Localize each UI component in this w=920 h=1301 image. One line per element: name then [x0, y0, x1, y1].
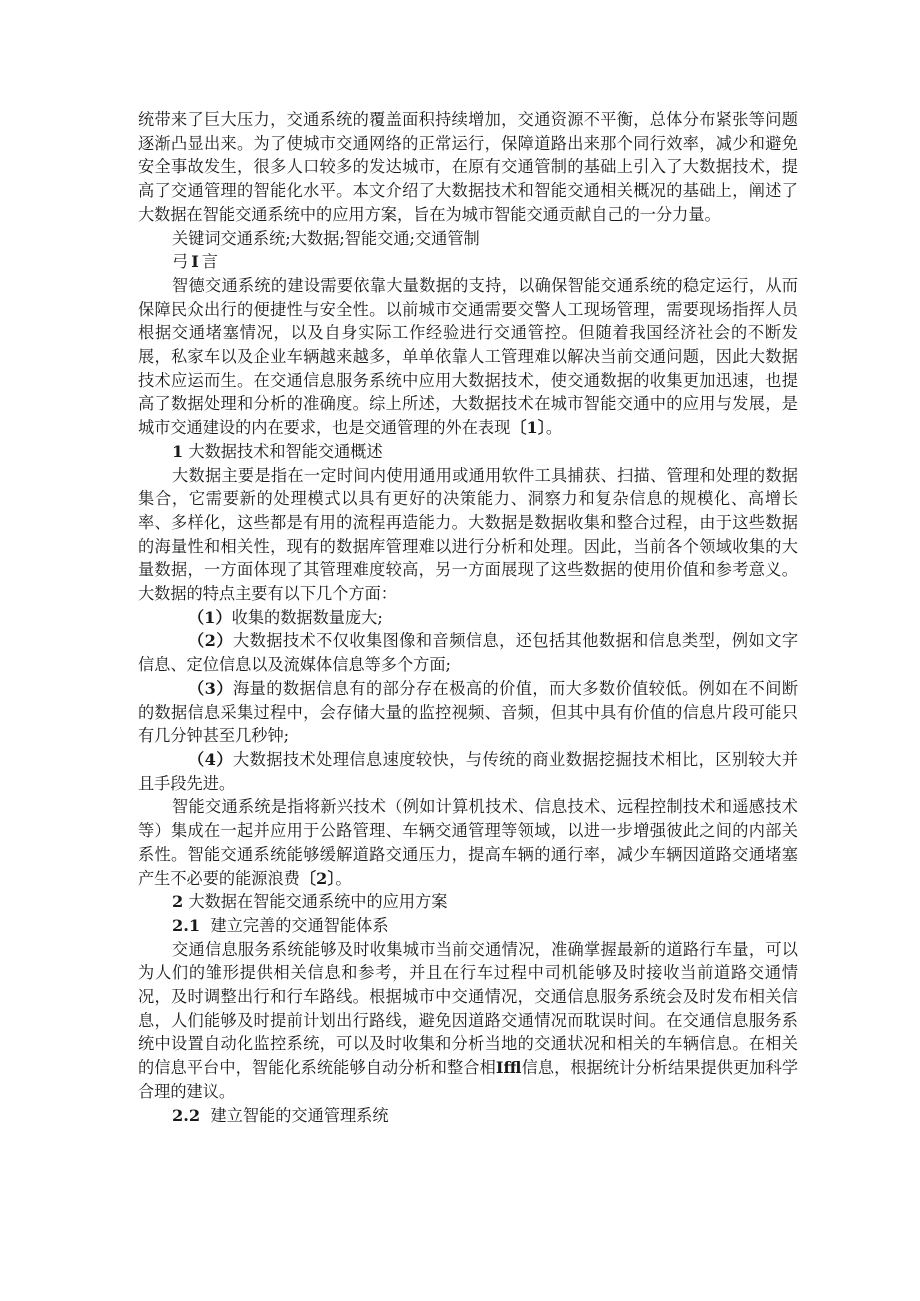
list-item-3 — [138, 677, 798, 748]
article-body — [138, 108, 798, 1127]
section-2-2-number: 2.2 — [172, 1105, 201, 1125]
its-paragraph — [138, 795, 798, 890]
section-1-number: 1 — [172, 441, 184, 461]
section-2-1-heading — [138, 914, 798, 938]
foreword-heading — [138, 250, 798, 274]
its-text: 智能交通系统是指将新兴技术（例如计算机技术、信息技术、远程控制技术和遥感技术等）集成在一起并应用于公路管理、车辆交通管理等领域，以进一步增强彼此之间的内部关系性。智能交通系统能够缓解道路交通压力，提高车辆的通行率，减少车辆因道路交通堵塞产生不必要的能源浪费 — [138, 797, 798, 888]
section-1-heading — [138, 440, 798, 464]
section-2-1-paragraph — [138, 938, 798, 1104]
foreword-char-3: 言 — [201, 252, 218, 272]
foreword-char-1: 弓 — [172, 252, 189, 272]
list-item-2-number: （2） — [188, 631, 233, 651]
section-2-heading — [138, 890, 798, 914]
citation-1: 〔1〕 — [510, 418, 546, 438]
section-2-title: 大数据在智能交通系统中的应用方案 — [188, 892, 448, 912]
section-2-number: 2 — [172, 892, 184, 912]
list-item-4-number: （4） — [188, 749, 233, 769]
list-item-1-text: 收集的数据数量庞大; — [231, 607, 383, 627]
section-2-1-number: 2.1 — [172, 915, 201, 935]
list-item-3-text: 海量的数据信息有的部分存在极高的价值，而大多数价值较低。例如在不间断的数据信息采集过程中，会存储大量的监控视频、音频，但其中具有价值的信息片段可能只有几分钟甚至几秒钟; — [138, 678, 799, 746]
list-item-1 — [138, 606, 798, 630]
foreword-end: 。 — [545, 418, 563, 438]
list-item-4-text: 大数据技术处理信息速度较快，与传统的商业数据挖掘技术相比，区别较大并且手段先进。 — [138, 749, 799, 793]
bigdata-paragraph: 大数据主要是指在一定时间内使用通用或通用软件工具捕获、扫描、管理和处理的数据集合，它需要新的处理模式以具有更好的决策能力、洞察力和复杂信息的规模化、高增长率、多样化，这些都是有用的流程再造能力。大数据是数据收集和整合过程，由于这些数据的海量性和相关性，现有的数据库管理难以进行分析和处理。因此，当前各个领域收集的大量数据，一方面体现了其管理难度较高，另一方面展现了这些数据的使用价值和参考意义。大数据的特点主要有以下几个方面： — [138, 465, 798, 604]
citation-2: 〔2〕 — [299, 868, 336, 888]
list-item-4 — [138, 748, 798, 795]
list-item-1-number: （1） — [188, 607, 232, 627]
section-2-1-text-a: 交通信息服务系统能够及时收集城市当前交通情况，准确掌握最新的道路行车量，可以为人们的雏形提供相关信息和参考，并且在行车过程中司机能够及时接收当前道路交通情况，及时调整出行和行车路线。根据城市中交通情况，交通信息服务系统会及时发布相关信息，人们能够及时提前计划出行路线，避免因道路交通情况而耽误时间。在交通信息服务系统中设置自动化监控系统，可以及时收集和分析当地的交通状况和相关的车辆信息。在相关的信息平台中，智能化系统能够自动分析和整合相 — [138, 939, 798, 1078]
keywords-line: 关键词交通系统;大数据;智能交通;交通管制 — [172, 228, 480, 248]
section-1-title: 大数据技术和智能交通概述 — [188, 441, 383, 461]
foreword-text: 智德交通系统的建设需要依靠大量数据的支持，以确保智能交通系统的稳定运行，从而保障民众出行的便捷性与安全性。以前城市交通需要交警人工现场管理，需要现场指挥人员根据交通堵塞情况，以及自身实际工作经验进行交通管控。但随着我国经济社会的不断发展，私家车以及企业车辆越来越多，单单依靠人工管理难以解决当前交通问题，因此大数据技术应运而生。在交通信息服务系统中应用大数据技术，使交通数据的收集更加迅速，也提高了数据处理和分析的准确度。综上所述，大数据技术在城市智能交通中的应用与发展，是城市交通建设的内在要求，也是交通管理的外在表现 — [138, 275, 798, 438]
section-2-1-bold-fragment: Iffl — [495, 1058, 522, 1078]
list-item-2-text: 大数据技术不仅收集图像和音频信息，还包括其他数据和信息类型，例如文字信息、定位信息以及流媒体信息等多个方面; — [138, 631, 799, 675]
section-2-2-heading — [138, 1104, 798, 1128]
section-2-1-text-b: 信息，根据统计分析结果提供更加科学合理的建议。 — [138, 1058, 799, 1101]
foreword-paragraph — [138, 274, 798, 440]
list-item-2 — [138, 629, 798, 676]
section-2-2-title: 建立智能的交通管理系统 — [210, 1105, 389, 1125]
its-end: 。 — [335, 868, 352, 888]
intro-paragraph: 统带来了巨大压力，交通系统的覆盖面积持续增加，交通资源不平衡，总体分布紧张等问题逐渐凸显出来。为了使城市交通网络的正常运行，保障道路出来那个同行效率，减少和避免安全事故发生，很多人口较多的发达城市，在原有交通管制的基础上引入了大数据技术，提高了交通管理的智能化水平。本文介绍了大数据技术和智能交通相关概况的基础上，阐述了大数据在智能交通系统中的应用方案，旨在为城市智能交通贡献自己的一分力量。 — [138, 110, 798, 224]
list-item-3-number: （3） — [188, 678, 233, 698]
section-2-1-title: 建立完善的交通智能体系 — [210, 915, 389, 935]
foreword-char-2: I — [191, 252, 199, 272]
